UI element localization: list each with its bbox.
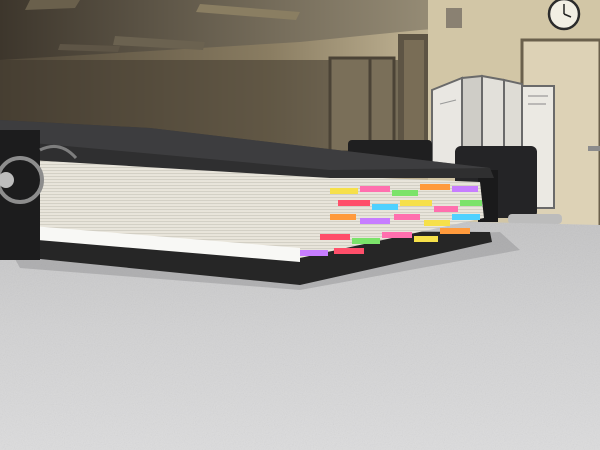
interior-window — [330, 58, 394, 152]
wall-clock-icon — [549, 0, 579, 29]
door-handle — [588, 146, 600, 151]
wall-sign-icon — [446, 8, 462, 28]
